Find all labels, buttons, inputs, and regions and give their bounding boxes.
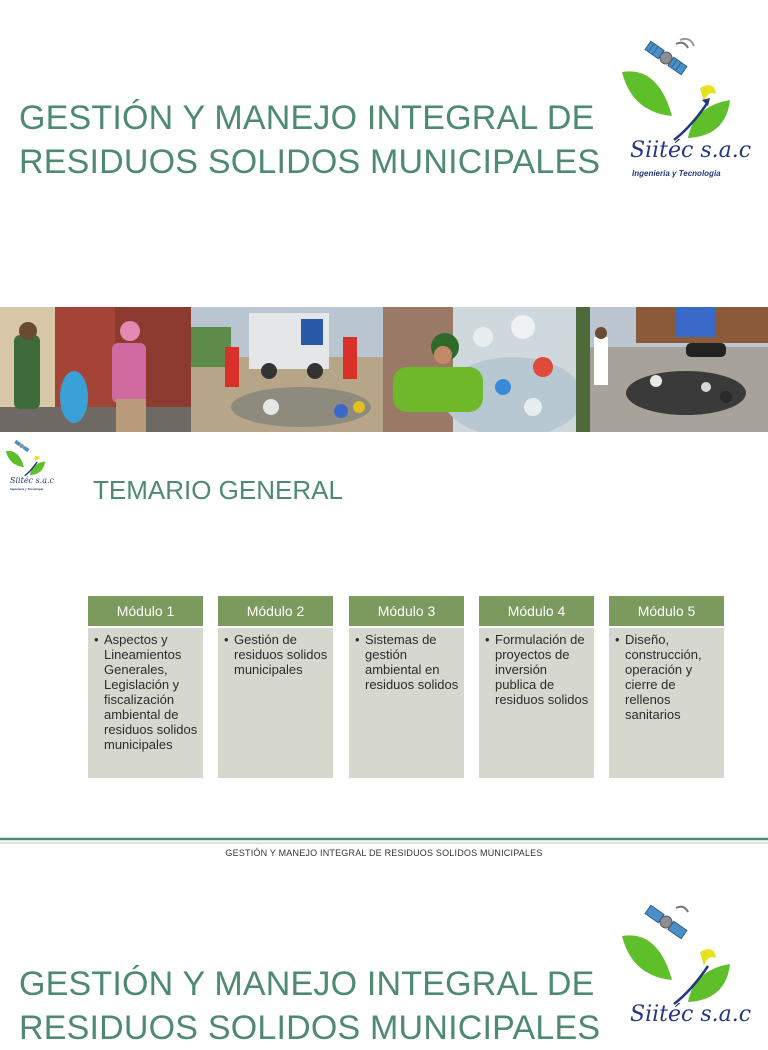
module-text: Sistemas de gestión ambiental en residuos solidos: [365, 632, 459, 692]
slide3-title: [19, 962, 619, 1050]
logo-wordmark-small: Siitéc s.a.c: [10, 476, 55, 485]
logo-wordmark-2: Siitéc s.a.c: [630, 1002, 752, 1027]
plastic-bottles-recycling-photo: [383, 307, 576, 432]
satellite-leaves-icon: [4, 438, 52, 478]
module-text: Aspectos y Lineamientos Generales, Legislación y fiscalización ambiental de residuos solidos municipales: [104, 632, 198, 752]
module-text: Gestión de residuos solidos municipales: [234, 632, 328, 677]
module-body: [349, 628, 464, 778]
women-handing-trash-bag-photo: [0, 307, 191, 432]
logo-tagline-small: Ingenieria y Tecnologia: [10, 487, 44, 491]
siitec-logo-2: [618, 900, 752, 1050]
module-body: [479, 628, 594, 778]
logo-wordmark: Siitéc s.a.c: [630, 138, 752, 163]
slide1-title: [19, 96, 619, 184]
siitec-logo-small: [4, 438, 55, 494]
module-text: Formulación de proyectos de inversión publica de residuos solidos: [495, 632, 589, 707]
module-card-2: [218, 596, 333, 778]
bullet-icon: •: [615, 632, 620, 647]
module-header: Módulo 1: [88, 596, 203, 626]
slide1-title-line2: RESIDUOS SOLIDOS MUNICIPALES: [19, 143, 601, 181]
modules-grid: [88, 596, 728, 778]
module-header: Módulo 2: [218, 596, 333, 626]
siitec-logo: [618, 36, 752, 186]
module-body: [218, 628, 333, 778]
slide3-title-line2: RESIDUOS SOLIDOS MUNICIPALES: [19, 1009, 601, 1047]
footer-divider: [0, 836, 768, 846]
satellite-leaves-icon: [618, 900, 748, 1010]
bullet-icon: •: [485, 632, 490, 647]
satellite-leaves-icon: [618, 36, 748, 146]
bullet-icon: •: [94, 632, 99, 647]
module-card-1: [88, 596, 203, 778]
garbage-truck-workers-photo: [191, 307, 383, 432]
logo-tagline: Ingenieria y Tecnologia: [632, 169, 721, 178]
bullet-icon: •: [224, 632, 229, 647]
module-card-4: [479, 596, 594, 778]
module-header: Módulo 3: [349, 596, 464, 626]
slide3-title-line1: GESTIÓN Y MANEJO INTEGRAL DE: [19, 965, 595, 1003]
module-card-3: [349, 596, 464, 778]
module-body: [88, 628, 203, 778]
photo-strip: [0, 307, 768, 432]
module-header: Módulo 5: [609, 596, 724, 626]
slide1-title-line1: GESTIÓN Y MANEJO INTEGRAL DE: [19, 99, 595, 137]
temario-heading: TEMARIO GENERAL: [93, 475, 343, 505]
module-card-5: [609, 596, 724, 778]
street-trash-pile-photo: [576, 307, 768, 432]
slide-footer: GESTIÓN Y MANEJO INTEGRAL DE RESIDUOS SOLIDOS MUNICIPALES: [225, 848, 543, 858]
module-header: Módulo 4: [479, 596, 594, 626]
module-text: Diseño, construcción, operación y cierre de rellenos sanitarios: [625, 632, 702, 722]
bullet-icon: •: [355, 632, 360, 647]
module-body: [609, 628, 724, 778]
